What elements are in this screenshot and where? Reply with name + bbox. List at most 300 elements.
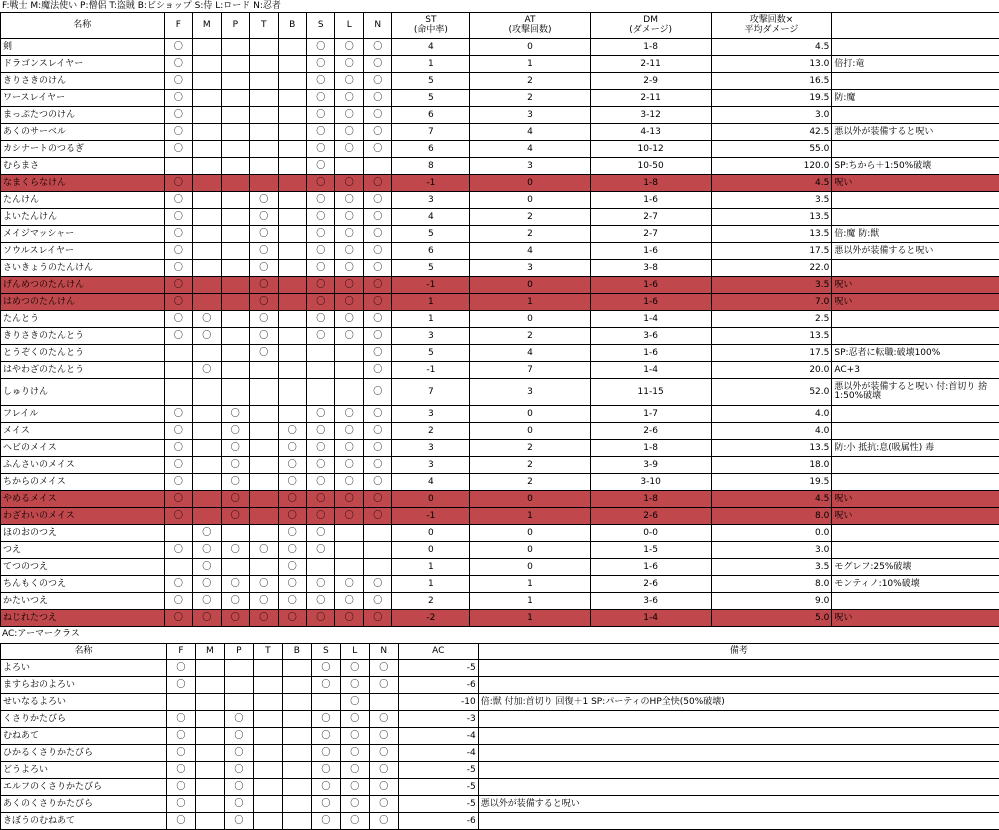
class-p-cell	[221, 345, 249, 362]
class-t-cell	[250, 90, 278, 107]
class-s-cell	[307, 124, 335, 141]
class-f-cell	[164, 73, 192, 90]
class-l-cell	[340, 677, 369, 694]
weapon-st: 1	[392, 559, 470, 576]
class-t-cell	[253, 677, 282, 694]
class-p-cell	[221, 508, 249, 525]
equip-mark: 〇	[379, 799, 388, 809]
class-b-cell	[278, 559, 306, 576]
class-n-cell	[363, 525, 391, 542]
weapon-row	[1, 277, 999, 294]
class-f-cell	[164, 491, 192, 508]
weapon-st: 3	[392, 457, 470, 474]
class-t-cell	[250, 542, 278, 559]
class-t-cell	[250, 56, 278, 73]
class-m-cell	[193, 345, 221, 362]
class-n-cell	[363, 457, 391, 474]
weapon-at: 3	[470, 158, 590, 175]
class-n-cell	[369, 813, 398, 830]
equip-mark: 〇	[259, 314, 268, 324]
weapon-row	[1, 593, 999, 610]
equip-mark: 〇	[379, 714, 388, 724]
class-l-cell	[335, 39, 363, 56]
equip-mark: 〇	[345, 460, 354, 470]
class-t-cell	[250, 593, 278, 610]
weapon-at: 3	[470, 379, 590, 406]
weapon-st: 5	[392, 345, 470, 362]
weapon-avg: 18.0	[711, 457, 832, 474]
equip-mark: 〇	[174, 460, 183, 470]
class-s-cell	[307, 379, 335, 406]
class-p-cell	[221, 107, 249, 124]
weapon-at: 0	[470, 559, 590, 576]
weapon-st: 5	[392, 73, 470, 90]
class-f-cell	[166, 694, 195, 711]
armor-table	[0, 643, 999, 830]
weapon-name: たんとう	[1, 311, 165, 328]
class-n-cell	[369, 796, 398, 813]
weapon-at: 1	[470, 593, 590, 610]
class-p-cell	[221, 474, 249, 491]
class-l-cell	[340, 711, 369, 728]
weapon-name: ほのおのつえ	[1, 525, 165, 542]
class-p-cell	[221, 158, 249, 175]
weapon-remarks	[832, 141, 999, 158]
class-t-cell	[250, 226, 278, 243]
class-l-cell	[335, 226, 363, 243]
class-s-cell	[307, 294, 335, 311]
weapon-row	[1, 124, 999, 141]
equip-mark: 〇	[316, 528, 325, 538]
equip-mark: 〇	[234, 765, 243, 775]
class-b-cell	[282, 660, 311, 677]
weapon-remarks	[832, 209, 999, 226]
header-class-n: N	[363, 13, 391, 39]
class-s-cell	[307, 39, 335, 56]
class-m-cell	[193, 226, 221, 243]
equip-mark: 〇	[202, 562, 211, 572]
weapon-row	[1, 610, 999, 627]
armor-row	[1, 796, 999, 813]
weapon-remarks: 倍:魔 防:獣	[832, 226, 999, 243]
equip-mark: 〇	[350, 697, 359, 707]
equip-mark: 〇	[345, 409, 354, 419]
weapon-at: 0	[470, 175, 590, 192]
class-s-cell	[311, 762, 340, 779]
class-b-cell	[278, 141, 306, 158]
weapon-st: 0	[392, 525, 470, 542]
class-p-cell	[221, 379, 249, 406]
weapon-st: 3	[392, 406, 470, 423]
weapon-row	[1, 525, 999, 542]
equip-mark: 〇	[174, 195, 183, 205]
class-l-cell	[335, 491, 363, 508]
class-s-cell	[307, 277, 335, 294]
class-b-cell	[278, 610, 306, 627]
armor-remarks: 悪以外が装備すると呪い	[478, 796, 999, 813]
class-n-cell	[363, 440, 391, 457]
weapon-dm: 2-6	[590, 576, 711, 593]
weapon-remarks	[832, 192, 999, 209]
equip-mark: 〇	[316, 596, 325, 606]
weapon-st: -1	[392, 277, 470, 294]
header-st	[392, 13, 470, 39]
armor-ac: -3	[398, 711, 478, 728]
weapon-at: 2	[470, 209, 590, 226]
armor-remarks	[478, 660, 999, 677]
class-l-cell	[335, 362, 363, 379]
class-l-cell	[335, 406, 363, 423]
equip-mark: 〇	[321, 714, 330, 724]
class-p-cell	[221, 610, 249, 627]
class-l-cell	[335, 243, 363, 260]
weapon-remarks: 防:小 抵抗:息(吸属性) 毒	[832, 440, 999, 457]
class-m-cell	[193, 56, 221, 73]
equip-mark: 〇	[316, 477, 325, 487]
weapon-dm: 1-6	[590, 192, 711, 209]
class-s-cell	[307, 107, 335, 124]
armor-remarks	[478, 677, 999, 694]
weapon-row	[1, 209, 999, 226]
class-l-cell	[335, 379, 363, 406]
class-b-cell	[278, 39, 306, 56]
equip-mark: 〇	[174, 42, 183, 52]
class-n-cell	[363, 192, 391, 209]
equip-mark: 〇	[316, 297, 325, 307]
weapon-dm: 1-6	[590, 559, 711, 576]
equip-mark: 〇	[234, 816, 243, 826]
weapon-dm: 2-11	[590, 90, 711, 107]
armor-name: あくのくさりかたびら	[1, 796, 167, 813]
equip-mark: 〇	[316, 42, 325, 52]
class-p-cell	[221, 90, 249, 107]
class-p-cell	[221, 311, 249, 328]
equip-mark: 〇	[174, 110, 183, 120]
weapon-at: 1	[470, 610, 590, 627]
class-f-cell	[164, 379, 192, 406]
equip-mark: 〇	[316, 246, 325, 256]
equip-mark: 〇	[316, 409, 325, 419]
header-class-p: P	[221, 13, 249, 39]
weapon-name: きりさきのけん	[1, 73, 165, 90]
class-m-cell	[193, 90, 221, 107]
class-s-cell	[307, 328, 335, 345]
class-n-cell	[363, 141, 391, 158]
equip-mark: 〇	[316, 460, 325, 470]
armor-remarks	[478, 762, 999, 779]
class-l-cell	[335, 576, 363, 593]
weapon-name: フレイル	[1, 406, 165, 423]
class-n-cell	[363, 226, 391, 243]
class-s-cell	[307, 209, 335, 226]
weapon-name: ねじれたつえ	[1, 610, 165, 627]
weapon-avg: 3.5	[711, 192, 832, 209]
weapon-at: 2	[470, 457, 590, 474]
class-b-cell	[278, 107, 306, 124]
class-f-cell	[164, 243, 192, 260]
weapon-row	[1, 107, 999, 124]
weapon-row	[1, 39, 999, 56]
equip-mark: 〇	[373, 178, 382, 188]
weapon-dm: 10-50	[590, 158, 711, 175]
equip-mark: 〇	[373, 460, 382, 470]
class-b-cell	[282, 796, 311, 813]
class-b-cell	[278, 226, 306, 243]
class-b-cell	[282, 711, 311, 728]
weapon-remarks	[832, 542, 999, 559]
class-s-cell	[307, 423, 335, 440]
armor-name: どうよろい	[1, 762, 167, 779]
armor-remarks	[478, 728, 999, 745]
armor-header-class-m: M	[195, 644, 224, 660]
class-t-cell	[253, 694, 282, 711]
weapon-st: 7	[392, 124, 470, 141]
class-m-cell	[193, 260, 221, 277]
class-m-cell	[195, 762, 224, 779]
class-p-cell	[224, 728, 253, 745]
weapon-st: 4	[392, 474, 470, 491]
class-t-cell	[250, 610, 278, 627]
weapon-dm: 3-6	[590, 328, 711, 345]
weapon-dm: 2-7	[590, 209, 711, 226]
equip-mark: 〇	[345, 579, 354, 589]
header-st-line2: (命中率)	[414, 25, 448, 35]
class-b-cell	[278, 277, 306, 294]
weapon-remarks: 悪以外が装備すると呪い	[832, 124, 999, 141]
class-t-cell	[250, 576, 278, 593]
weapon-remarks	[832, 379, 999, 406]
equip-mark: 〇	[259, 263, 268, 273]
class-l-cell	[340, 728, 369, 745]
weapon-avg: 9.0	[711, 593, 832, 610]
class-t-cell	[250, 141, 278, 158]
class-f-cell	[164, 209, 192, 226]
equip-mark: 〇	[321, 816, 330, 826]
class-n-cell	[363, 260, 391, 277]
class-b-cell	[278, 423, 306, 440]
equip-mark: 〇	[288, 545, 297, 555]
class-s-cell	[307, 508, 335, 525]
equip-mark: 〇	[174, 579, 183, 589]
equip-mark: 〇	[174, 596, 183, 606]
weapon-name: メイジマッシャー	[1, 226, 165, 243]
class-t-cell	[253, 745, 282, 762]
weapon-dm: 1-4	[590, 362, 711, 379]
class-m-cell	[195, 745, 224, 762]
armor-name: よろい	[1, 660, 167, 677]
armor-row	[1, 762, 999, 779]
weapon-row	[1, 542, 999, 559]
equip-mark: 〇	[259, 579, 268, 589]
weapon-name: なまくらなけん	[1, 175, 165, 192]
class-f-cell	[166, 762, 195, 779]
weapon-name: てつのつえ	[1, 559, 165, 576]
header-at-line2: (攻撃回数)	[509, 25, 552, 35]
weapon-avg: 13.5	[711, 328, 832, 345]
equip-mark: 〇	[231, 545, 240, 555]
weapon-st: 5	[392, 260, 470, 277]
equip-mark: 〇	[288, 562, 297, 572]
header-dm-line2: (ダメージ)	[629, 25, 672, 35]
class-t-cell	[250, 525, 278, 542]
weapon-remarks	[832, 73, 999, 90]
weapon-avg: 17.5	[711, 243, 832, 260]
class-p-cell	[224, 694, 253, 711]
equip-mark: 〇	[259, 596, 268, 606]
equip-mark: 〇	[321, 748, 330, 758]
class-s-cell	[307, 474, 335, 491]
weapon-remarks: 倍打:竜	[832, 56, 999, 73]
class-s-cell	[307, 345, 335, 362]
class-m-cell	[193, 158, 221, 175]
equip-mark: 〇	[202, 528, 211, 538]
weapon-dm: 1-8	[590, 175, 711, 192]
class-m-cell	[193, 474, 221, 491]
weapon-row	[1, 260, 999, 277]
class-b-cell	[278, 457, 306, 474]
weapon-st: -1	[392, 508, 470, 525]
armor-header-class-t: T	[253, 644, 282, 660]
weapon-st: 0	[392, 491, 470, 508]
class-p-cell	[221, 141, 249, 158]
equip-mark: 〇	[345, 144, 354, 154]
weapon-row	[1, 423, 999, 440]
armor-name: せいなるよろい	[1, 694, 167, 711]
header-class-t: T	[250, 13, 278, 39]
weapon-st: 6	[392, 107, 470, 124]
armor-remarks	[478, 813, 999, 830]
equip-mark: 〇	[345, 263, 354, 273]
equip-mark: 〇	[259, 545, 268, 555]
equip-mark: 〇	[373, 110, 382, 120]
equip-mark: 〇	[345, 494, 354, 504]
weapon-at: 2	[470, 474, 590, 491]
class-f-cell	[166, 677, 195, 694]
weapon-name: きりさきのたんとう	[1, 328, 165, 345]
class-f-cell	[164, 90, 192, 107]
class-n-cell	[369, 677, 398, 694]
class-t-cell	[250, 73, 278, 90]
armor-row	[1, 779, 999, 796]
equip-mark: 〇	[202, 365, 211, 375]
weapons-body	[1, 39, 999, 627]
equip-mark: 〇	[316, 195, 325, 205]
weapon-dm: 3-12	[590, 107, 711, 124]
weapon-name: ふんさいのメイス	[1, 457, 165, 474]
weapon-avg: 7.0	[711, 294, 832, 311]
class-p-cell	[224, 796, 253, 813]
class-s-cell	[311, 745, 340, 762]
class-n-cell	[363, 345, 391, 362]
equip-mark: 〇	[231, 460, 240, 470]
weapon-row	[1, 192, 999, 209]
class-p-cell	[221, 525, 249, 542]
class-m-cell	[193, 107, 221, 124]
equip-mark: 〇	[174, 443, 183, 453]
equip-mark: 〇	[350, 680, 359, 690]
equip-mark: 〇	[174, 613, 183, 623]
weapon-dm: 1-5	[590, 542, 711, 559]
weapon-avg: 22.0	[711, 260, 832, 277]
weapon-remarks: SP:忍者に転職:破壊100%	[832, 345, 999, 362]
weapon-dm: 2-9	[590, 73, 711, 90]
armor-row	[1, 813, 999, 830]
equip-mark: 〇	[231, 579, 240, 589]
weapon-avg: 20.0	[711, 362, 832, 379]
class-s-cell	[311, 660, 340, 677]
weapon-name: つえ	[1, 542, 165, 559]
class-n-cell	[363, 158, 391, 175]
class-t-cell	[250, 243, 278, 260]
weapon-name: まっぷたつのけん	[1, 107, 165, 124]
class-n-cell	[363, 277, 391, 294]
class-p-cell	[224, 711, 253, 728]
class-t-cell	[253, 779, 282, 796]
equip-mark: 〇	[174, 229, 183, 239]
class-s-cell	[307, 311, 335, 328]
equip-mark: 〇	[316, 178, 325, 188]
class-l-cell	[335, 311, 363, 328]
equip-mark: 〇	[379, 680, 388, 690]
armor-header-row	[1, 644, 999, 660]
class-f-cell	[164, 56, 192, 73]
equip-mark: 〇	[373, 297, 382, 307]
class-n-cell	[363, 56, 391, 73]
equip-mark: 〇	[231, 511, 240, 521]
class-t-cell	[250, 328, 278, 345]
class-m-cell	[193, 379, 221, 406]
class-s-cell	[307, 362, 335, 379]
class-f-cell	[164, 141, 192, 158]
weapon-at: 1	[470, 576, 590, 593]
weapon-remarks: 呪い	[832, 508, 999, 525]
equip-mark: 〇	[316, 110, 325, 120]
weapon-avg: 19.5	[711, 90, 832, 107]
weapon-remarks: 呪い	[832, 175, 999, 192]
weapon-at: 0	[470, 491, 590, 508]
class-p-cell	[221, 593, 249, 610]
weapon-row	[1, 56, 999, 73]
weapon-at: 2	[470, 328, 590, 345]
equip-mark: 〇	[379, 731, 388, 741]
class-p-cell	[224, 762, 253, 779]
weapon-st: 6	[392, 243, 470, 260]
class-f-cell	[164, 610, 192, 627]
equip-mark: 〇	[288, 596, 297, 606]
equip-mark: 〇	[259, 297, 268, 307]
header-remarks	[832, 13, 999, 39]
weapon-remarks: 呪い	[832, 491, 999, 508]
class-n-cell	[363, 73, 391, 90]
class-p-cell	[221, 362, 249, 379]
equip-mark: 〇	[176, 765, 185, 775]
equip-mark: 〇	[288, 477, 297, 487]
class-b-cell	[278, 175, 306, 192]
class-m-cell	[193, 192, 221, 209]
class-l-cell	[335, 209, 363, 226]
weapon-st: -1	[392, 175, 470, 192]
armor-header-class-s: S	[311, 644, 340, 660]
weapon-avg: 8.0	[711, 508, 832, 525]
weapon-name: げんめつのたんけん	[1, 277, 165, 294]
class-p-cell	[221, 457, 249, 474]
class-l-cell	[335, 141, 363, 158]
weapons-header-row	[1, 13, 999, 39]
class-l-cell	[335, 508, 363, 525]
weapon-row	[1, 345, 999, 362]
armor-remarks	[478, 711, 999, 728]
weapon-at: 0	[470, 525, 590, 542]
